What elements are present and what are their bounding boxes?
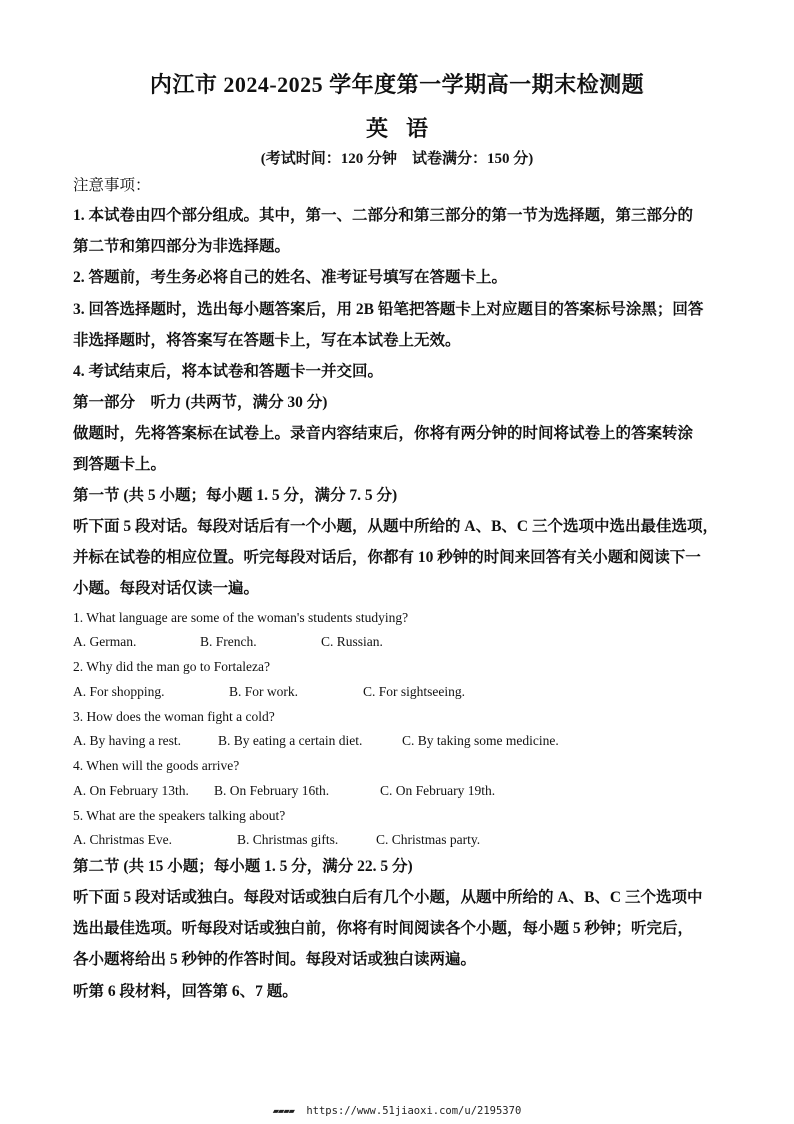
- question-text: 3. How does the woman fight a cold?: [73, 709, 275, 724]
- notice-item: 非选择题时，将答案写在答题卡上，写在本试卷上无效。: [73, 332, 461, 349]
- part1-intro: 到答题卡上。: [73, 456, 167, 473]
- option-b: B. By eating a certain diet.: [218, 733, 363, 748]
- page-footer: [0, 1105, 794, 1117]
- option-b: B. For work.: [229, 684, 299, 699]
- section2-heading: 第二节 (共 15 小题；每小题 1. 5 分，满分 22. 5 分): [73, 858, 413, 875]
- footer-logo: ▰▰▰▰: [272, 1105, 295, 1117]
- notice-item: 1. 本试卷由四个部分组成。其中，第一、二部分和第三部分的第一节为选择题，第三部分的: [73, 207, 694, 224]
- option-a: A. German.: [73, 634, 137, 649]
- option-a: A. Christmas Eve.: [73, 832, 172, 847]
- option-c: C. On February 19th.: [380, 783, 496, 798]
- option-c: C. For sightseeing.: [363, 684, 466, 699]
- option-b: B. Christmas gifts.: [237, 832, 339, 847]
- option-b: B. On February 16th.: [214, 783, 330, 798]
- exam-title: 内江市 2024-2025 学年度第一学期高一期末检测题: [149, 72, 645, 97]
- subject-title: 英语: [365, 116, 446, 141]
- notice-item: 2. 答题前，考生务必将自己的姓名、准考证号填写在答题卡上。: [73, 269, 508, 286]
- option-b: B. French.: [200, 634, 257, 649]
- section2-instructions: 各小题将给出 5 秒钟的作答时间。每段对话或独白读两遍。: [73, 951, 477, 968]
- section2-material: 听第 6 段材料，回答第 6、7 题。: [73, 983, 298, 1000]
- part1-heading: 第一部分 听力 (共两节，满分 30 分): [73, 394, 328, 411]
- section1-instructions: 并标在试卷的相应位置。听完每段对话后，你都有 10 秒钟的时间来回答有关小题和阅读下一: [73, 549, 701, 566]
- option-c: C. Christmas party.: [376, 832, 481, 847]
- option-a: A. For shopping.: [73, 684, 165, 699]
- exam-info: (考试时间：120 分钟 试卷满分：150 分): [260, 151, 534, 167]
- question-text: 5. What are the speakers talking about?: [73, 808, 286, 823]
- option-c: C. By taking some medicine.: [402, 733, 559, 748]
- footer-url[interactable]: https://www.51jiaoxi.com/u/2195370: [306, 1105, 522, 1117]
- option-a: A. On February 13th.: [73, 783, 189, 798]
- section1-heading: 第一节 (共 5 小题；每小题 1. 5 分，满分 7. 5 分): [73, 487, 398, 504]
- question-text: 2. Why did the man go to Fortaleza?: [73, 659, 270, 674]
- notice-heading: 注意事项：: [73, 177, 151, 194]
- part1-intro: 做题时，先将答案标在试卷上。录音内容结束后，你将有两分钟的时间将试卷上的答案转涂: [73, 425, 694, 442]
- question-text: 4. When will the goods arrive?: [73, 758, 240, 773]
- section2-instructions: 听下面 5 段对话或独白。每段对话或独白后有几个小题，从题中所给的 A、B、C 三个选项中: [73, 889, 703, 906]
- option-a: A. By having a rest.: [73, 733, 181, 748]
- section1-instructions: 小题。每段对话仅读一遍。: [73, 580, 260, 597]
- notice-item: 第二节和第四部分为非选择题。: [73, 238, 291, 255]
- question-text: 1. What language are some of the woman's students studying?: [73, 610, 409, 625]
- notice-item: 3. 回答选择题时，选出每小题答案后，用 2B 铅笔把答题卡上对应题目的答案标号涂黑；回答: [73, 301, 704, 318]
- notice-item: 4. 考试结束后，将本试卷和答题卡一并交回。: [73, 363, 384, 380]
- option-c: C. Russian.: [321, 634, 383, 649]
- section2-instructions: 选出最佳选项。听每段对话或独白前，你将有时间阅读各个小题，每小题 5 秒钟；听完后，: [73, 920, 694, 937]
- section1-instructions: 听下面 5 段对话。每段对话后有一个小题，从题中所给的 A、B、C 三个选项中选出最佳选项，: [73, 518, 718, 535]
